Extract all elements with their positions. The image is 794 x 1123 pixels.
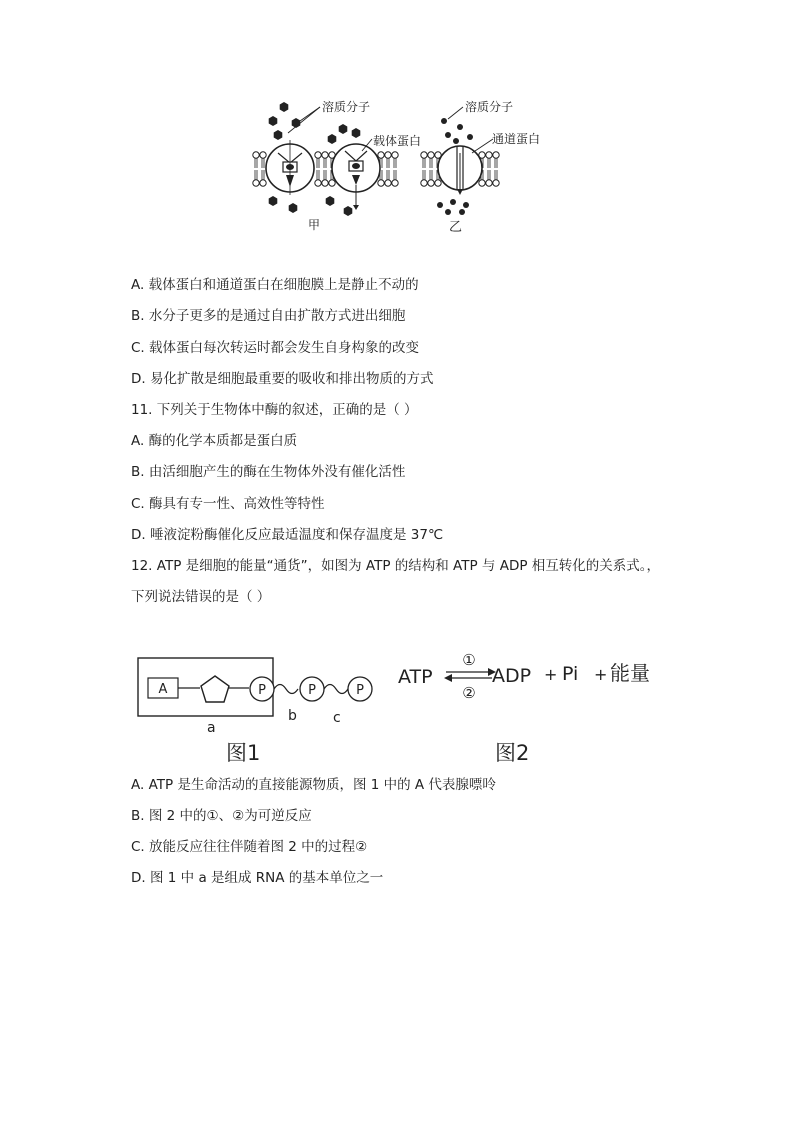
q11-stem: 11. 下列关于生物体中酶的叙述，正确的是（ ） bbox=[131, 402, 418, 418]
q11-option-c: C. 酶具有专一性、高效性等特性 bbox=[131, 496, 325, 512]
q12-stem-line2: 下列说法错误的是（ ） bbox=[131, 589, 271, 605]
q12-option-c: C. 放能反应往往伴随着图 2 中的过程② bbox=[131, 839, 368, 855]
eq-adp: ADP bbox=[492, 665, 532, 687]
atp-figure bbox=[130, 640, 690, 770]
q11-option-d: D. 唾液淀粉酶催化反应最适温度和保存温度是 37℃ bbox=[131, 527, 444, 543]
channel-protein bbox=[438, 146, 482, 195]
q10-option-b: B. 水分子更多的是通过自由扩散方式进出细胞 bbox=[131, 308, 406, 324]
q10-option-d: D. 易化扩散是细胞最重要的吸收和排出物质的方式 bbox=[131, 371, 434, 387]
adenine-label: A bbox=[158, 682, 168, 697]
caption-fig2: 图2 bbox=[495, 741, 530, 765]
membrane-transport-figure bbox=[248, 95, 550, 237]
label-a: a bbox=[207, 720, 216, 736]
caption-jia: 甲 bbox=[308, 218, 321, 232]
q11-option-b: B. 由活细胞产生的酶在生物体外没有催化活性 bbox=[131, 464, 406, 480]
q10-option-a: A. 载体蛋白和通道蛋白在细胞膜上是静止不动的 bbox=[131, 277, 419, 293]
caption-yi: 乙 bbox=[449, 220, 463, 235]
q12-option-d: D. 图 1 中 a 是组成 RNA 的基本单位之一 bbox=[131, 870, 384, 886]
label-channel-protein: 通道蛋白 bbox=[492, 132, 541, 146]
eq-process-1: ① bbox=[462, 651, 476, 669]
phosphate-3-label: P bbox=[356, 683, 364, 698]
caption-fig1: 图1 bbox=[226, 741, 261, 765]
label-solute-left: 溶质分子 bbox=[322, 100, 371, 114]
ribose-pentagon bbox=[201, 676, 229, 702]
label-carrier-protein: 载体蛋白 bbox=[373, 134, 422, 148]
phosphate-1-label: P bbox=[258, 683, 266, 698]
q11-option-a: A. 酶的化学本质都是蛋白质 bbox=[131, 433, 298, 449]
eq-process-2: ② bbox=[462, 684, 476, 702]
eq-energy: 能量 bbox=[610, 661, 650, 685]
label-c: c bbox=[333, 710, 341, 726]
carrier-protein-2 bbox=[332, 144, 380, 210]
q10-option-c: C. 载体蛋白每次转运时都会发生自身构象的改变 bbox=[131, 340, 420, 356]
q12-option-b: B. 图 2 中的①、②为可逆反应 bbox=[131, 808, 312, 824]
eq-atp: ATP bbox=[398, 666, 433, 688]
q12-option-a: A. ATP 是生命活动的直接能源物质，图 1 中的 A 代表腺嘌呤 bbox=[131, 777, 496, 793]
label-solute-right: 溶质分子 bbox=[465, 100, 514, 114]
phosphate-2-label: P bbox=[308, 683, 316, 698]
label-b: b bbox=[288, 708, 297, 724]
q12-stem-line1: 12. ATP 是细胞的能量“通货”，如图为 ATP 的结构和 ATP 与 ADP 相互转化的关系式。， bbox=[131, 558, 661, 574]
eq-plus-1: + bbox=[544, 665, 558, 684]
carrier-protein-1 bbox=[266, 140, 314, 195]
eq-plus-2: + bbox=[594, 665, 608, 684]
eq-pi: Pi bbox=[562, 663, 579, 685]
